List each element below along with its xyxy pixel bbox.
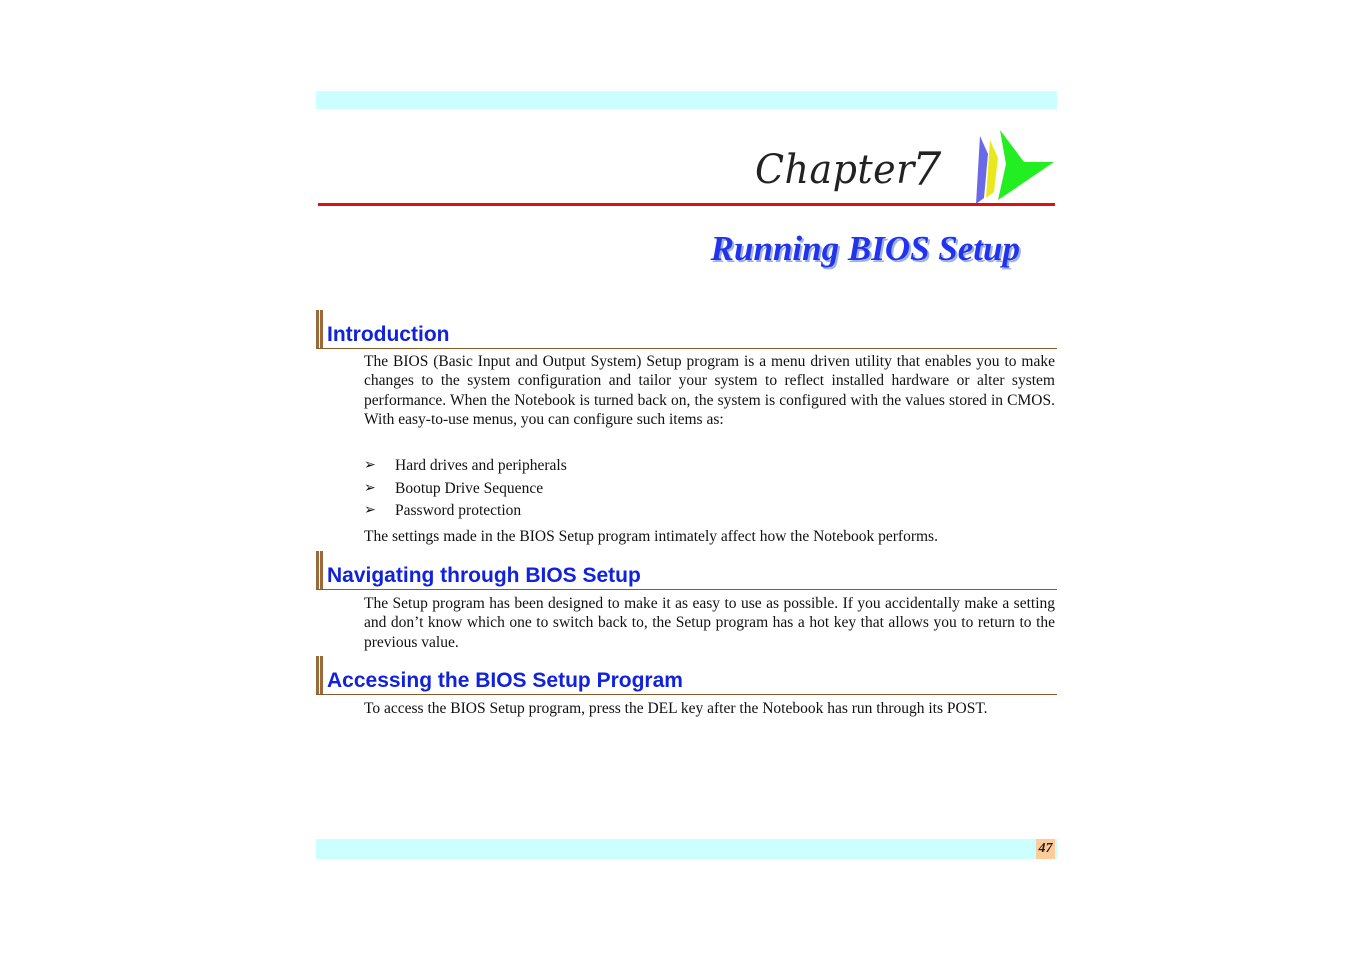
heading-bar [316,551,323,589]
accessing-paragraph: To access the BIOS Setup program, press the DEL key after the Notebook has run through its POST. [364,700,988,717]
list-item-text: Bootup Drive Sequence [395,479,544,497]
navigating-paragraph: The Setup program has been designed to make it as easy to use as possible. If you accidentally make a setting and don’t know which one to switch back to, the Setup program has a hot key that allows you to return to the previous value. [364,595,1055,651]
section-title: Accessing the BIOS Setup Program [327,668,683,692]
intro-paragraph: The BIOS (Basic Input and Output System) Setup program is a menu driven utility that enables you to make changes to the system configuration and tailor your system to reflect installed hardware or alter system performance. When the Notebook is turned back on, the system is configured with the values stored in CMOS. With easy-to-use menus, you can configure such items as: [364,353,1055,429]
arrow-bullet-icon: ➢ [364,502,376,518]
section-heading-navigating [316,551,1057,590]
section-title: Introduction [327,322,450,346]
page-number: 47 [1036,839,1055,859]
list-item [364,479,1055,502]
list-item-text: Password protection [395,502,522,519]
section-heading-accessing [316,656,1057,695]
chapter-flag-icon [970,128,1056,206]
bullet-list [364,456,1055,524]
arrow-bullet-icon: ➢ [364,479,376,496]
list-item [364,456,1055,479]
chapter-word: Chapter [755,147,915,193]
arrow-bullet-icon: ➢ [364,457,376,473]
footer-band [316,839,1057,859]
chapter-number: 7 [912,142,942,196]
section-heading-introduction [316,310,1057,349]
chapter-rule [318,203,1055,206]
heading-bar [316,656,323,694]
section-title: Navigating through BIOS Setup [327,563,641,587]
header-band [316,91,1057,109]
list-item-text: Hard drives and peripherals [395,457,567,474]
heading-bar [316,310,323,348]
chapter-title: Running BIOS Setup [710,229,1020,268]
intro-closing-paragraph: The settings made in the BIOS Setup program intimately affect how the Notebook performs. [364,528,938,545]
list-item [364,501,1055,524]
